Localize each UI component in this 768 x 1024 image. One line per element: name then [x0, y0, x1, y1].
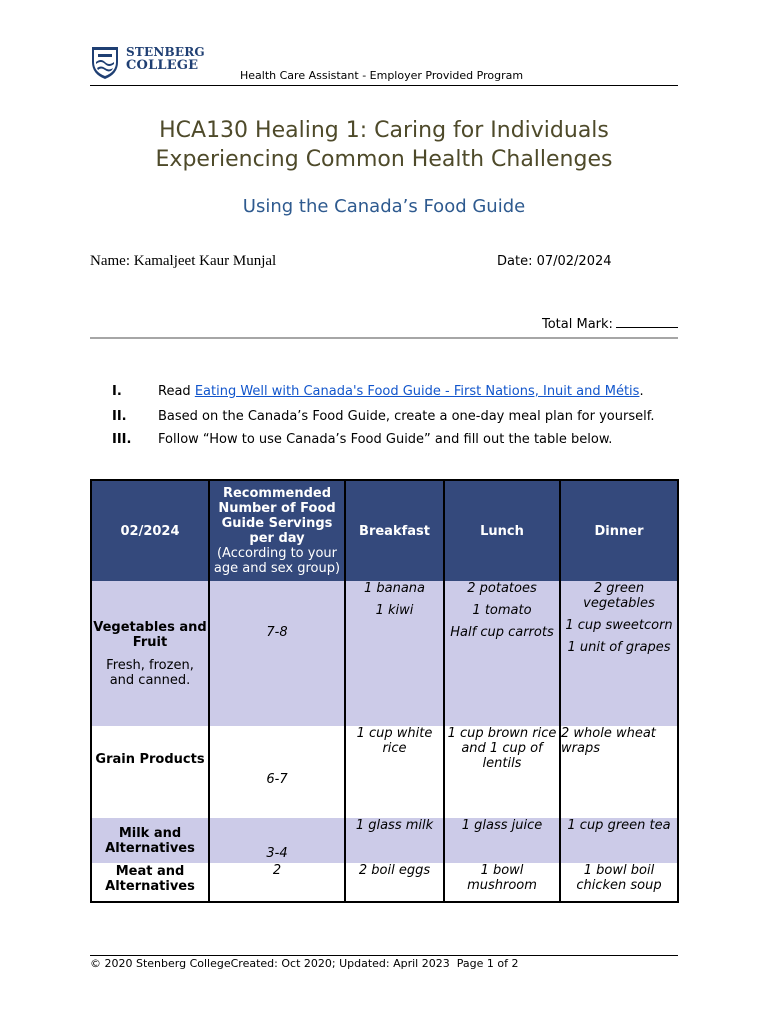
- meal-plan-table: [90, 479, 679, 903]
- shield-logo-icon: [90, 44, 120, 80]
- assignment-subtitle: Using the Canada’s Food Guide: [242, 196, 526, 217]
- footer-created: Created: Oct 2020; Updated: April 2023: [230, 957, 450, 970]
- lunch-cell: [444, 581, 560, 726]
- food-item: 1 tomato: [472, 603, 532, 618]
- food-item: 2 potatoes: [467, 581, 537, 596]
- table-header-row: [91, 480, 678, 581]
- category-cell: [91, 726, 209, 818]
- food-item: 1 glass milk: [355, 818, 434, 833]
- logo-line-2: COLLEGE: [126, 58, 199, 73]
- instruction-number: I.: [112, 384, 122, 399]
- breakfast-cell: [345, 863, 444, 902]
- course-title: [90, 116, 678, 174]
- lunch-cell: [444, 818, 560, 863]
- food-item: 2 whole wheat wraps: [561, 726, 656, 756]
- student-name: Name: Kamaljeet Kaur Munjal: [90, 253, 277, 269]
- category-name: Grain Products: [95, 752, 205, 767]
- instruction-text: Read: [158, 384, 195, 399]
- food-guide-link[interactable]: Eating Well with Canada's Food Guide - First Nations, Inuit and Métis: [194, 384, 640, 399]
- category-note: Fresh, frozen, and canned.: [106, 657, 194, 688]
- dinner-cell: [560, 726, 678, 818]
- food-item: Half cup carrots: [450, 625, 554, 640]
- lunch-cell: [444, 863, 560, 902]
- title-line-1: HCA130 Healing 1: Caring for Individuals: [159, 118, 609, 143]
- header-servings-title: Recommended Number of Food Guide Servings per day: [218, 486, 336, 546]
- header-date: 02/2024: [91, 480, 209, 581]
- food-item: 1 unit of grapes: [567, 640, 671, 655]
- breakfast-cell: [345, 818, 444, 863]
- stenberg-college-logo: [90, 44, 205, 82]
- food-item: 1 kiwi: [375, 603, 414, 618]
- breakfast-cell: [345, 581, 444, 726]
- header-breakfast: Breakfast: [345, 480, 444, 581]
- header-servings: [209, 480, 345, 581]
- breakfast-cell: [345, 726, 444, 818]
- category-cell: [91, 818, 209, 863]
- table-row: [91, 581, 678, 726]
- program-name: Health Care Assistant - Employer Provided Program: [240, 69, 524, 82]
- title-line-2: Experiencing Common Health Challenges: [155, 147, 613, 172]
- instruction-punct: .: [639, 384, 644, 399]
- footer-page: Page 1 of 2: [456, 957, 519, 970]
- header-servings-note: (According to your age and sex group): [213, 546, 341, 576]
- category-name: Milk and Alternatives: [105, 825, 195, 856]
- instruction-number: II.: [112, 409, 127, 424]
- servings-cell: 2: [209, 863, 345, 902]
- page-footer: [90, 957, 518, 970]
- food-item: 1 cup brown rice and 1 cup of lentils: [447, 726, 557, 771]
- logo-line-1: STENBERG: [126, 45, 205, 59]
- date-field: Date: 07/02/2024: [497, 254, 612, 269]
- food-item: 1 cup white rice: [356, 726, 433, 756]
- instruction-text: Follow “How to use Canada’s Food Guide” and fill out the table below.: [158, 432, 613, 447]
- table-row: [91, 818, 678, 863]
- category-name: Vegetables and Fruit: [93, 619, 207, 650]
- food-item: 1 cup sweetcorn: [565, 618, 673, 633]
- instruction-number: III.: [112, 432, 132, 447]
- table-row: [91, 726, 678, 818]
- servings-cell: 6-7: [209, 726, 345, 818]
- lunch-cell: [444, 726, 560, 818]
- food-item: 2 green vegetables: [583, 581, 655, 611]
- dinner-cell: [560, 581, 678, 726]
- food-item: 1 bowl boil chicken soup: [576, 863, 662, 893]
- category-cell: [91, 863, 209, 902]
- section-divider: [90, 337, 678, 339]
- total-mark-label: Total Mark:: [542, 317, 613, 332]
- servings-cell: 7-8: [209, 581, 345, 726]
- food-item: 1 glass juice: [461, 818, 543, 833]
- food-item: 1 bowl mushroom: [467, 863, 537, 893]
- table-row: [91, 863, 678, 902]
- food-item: 1 cup green tea: [567, 818, 671, 833]
- header-divider: [90, 85, 678, 86]
- total-mark-blank: [616, 315, 678, 328]
- dinner-cell: [560, 863, 678, 902]
- servings-cell: 3-4: [209, 818, 345, 863]
- total-mark: [542, 315, 678, 332]
- food-item: 1 banana: [363, 581, 426, 596]
- dinner-cell: [560, 818, 678, 863]
- category-name: Meat and Alternatives: [105, 864, 195, 894]
- food-item: 2 boil eggs: [358, 863, 431, 878]
- header-lunch: Lunch: [444, 480, 560, 581]
- instruction-text: Based on the Canada’s Food Guide, create a one-day meal plan for yourself.: [158, 409, 655, 424]
- footer-divider: [90, 955, 678, 956]
- header-dinner: Dinner: [560, 480, 678, 581]
- footer-copyright: © 2020 Stenberg College: [90, 957, 231, 970]
- category-cell: [91, 581, 209, 726]
